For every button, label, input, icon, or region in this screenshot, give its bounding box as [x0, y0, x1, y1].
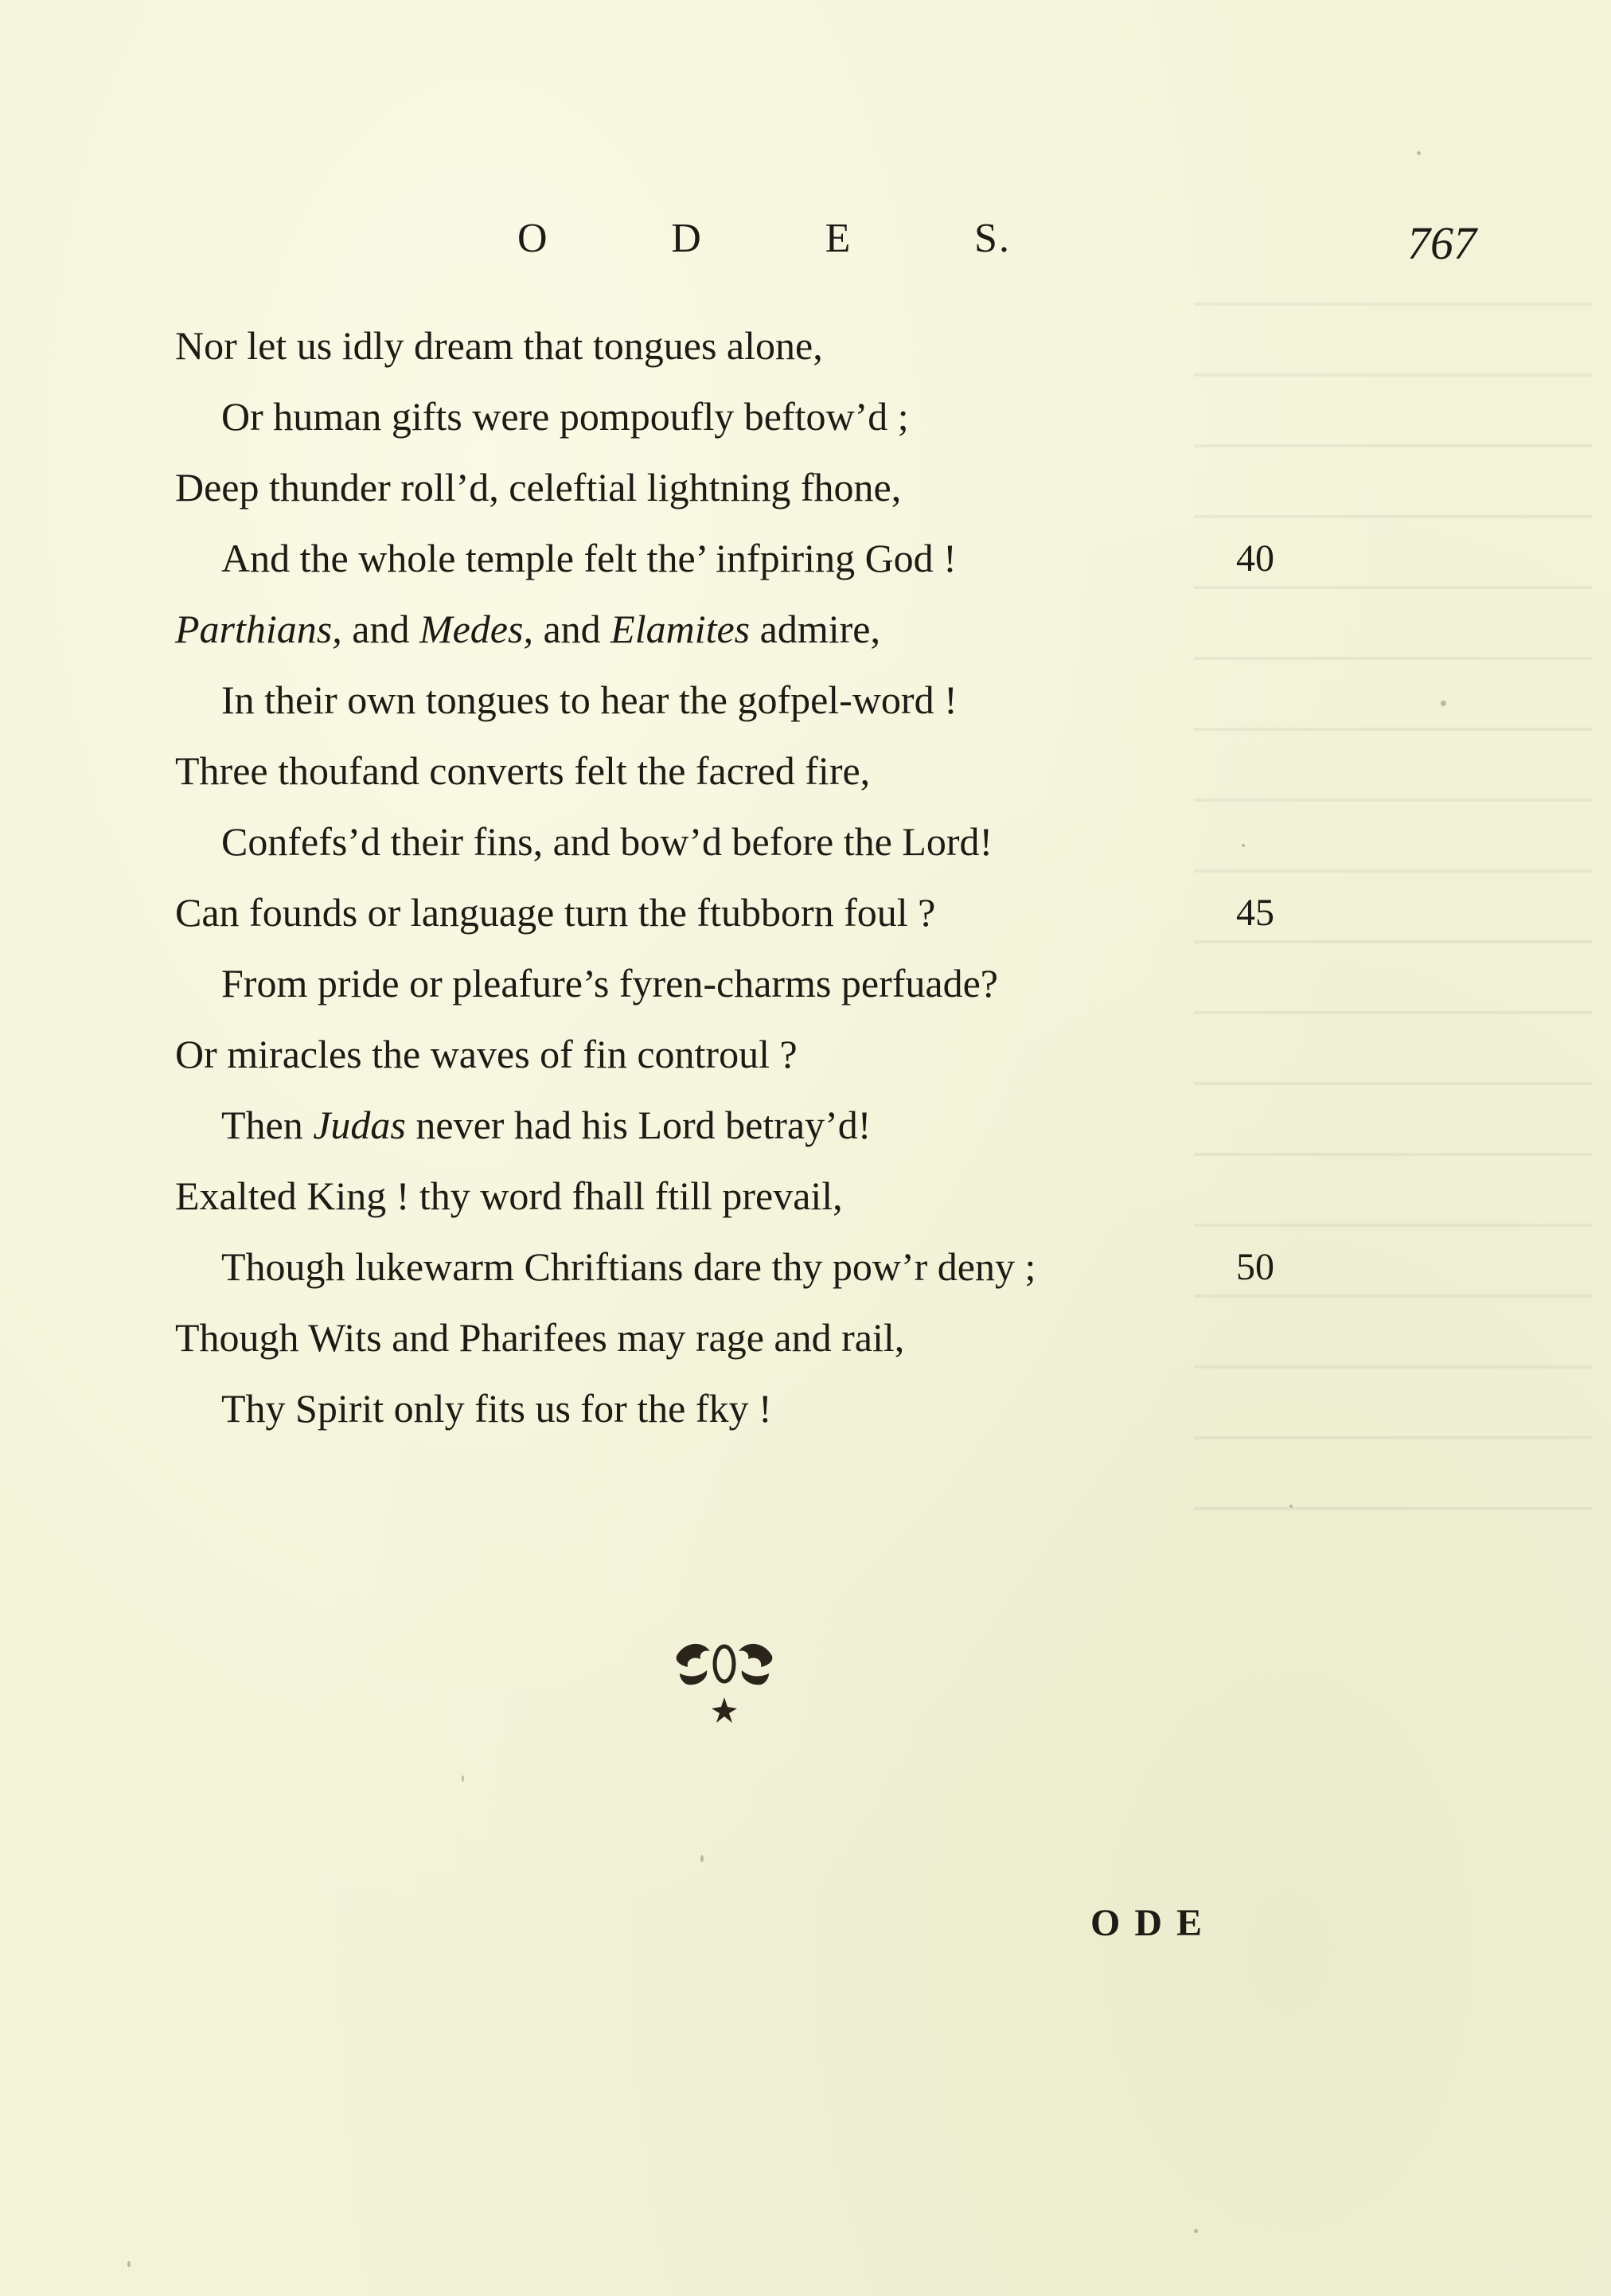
- line-number: 45: [1236, 892, 1274, 934]
- poem-line: [175, 1302, 1369, 1373]
- poem-line-text: And the whole temple felt the’ infpiring God !: [221, 536, 957, 580]
- fleuron-ornament: [661, 1632, 788, 1736]
- poem-line-segment: and: [341, 607, 419, 651]
- running-header: [517, 215, 1011, 262]
- poem-line: [175, 1161, 1369, 1232]
- poem-line: [175, 594, 1369, 665]
- poem-line: [175, 1373, 1369, 1444]
- poem-line: [175, 523, 1369, 594]
- poem-line: [175, 1019, 1369, 1090]
- paper-speck: [1242, 844, 1245, 847]
- line-number: 50: [1236, 1246, 1274, 1288]
- poem-text: [175, 310, 1369, 1444]
- page-number: 767: [1407, 217, 1476, 269]
- poem-line-text: In their own tongues to hear the gofpel-word !: [221, 677, 958, 722]
- header-letter: D: [671, 216, 703, 261]
- poem-line: [175, 310, 1369, 381]
- poem-line-italic-segment: Medes,: [419, 607, 533, 651]
- paper-speck: [1194, 2229, 1198, 2233]
- poem-line-segment: never had his Lord betray’d!: [405, 1103, 872, 1147]
- poem-line-text: Though Wits and Pharifees may rage and rail,: [175, 1315, 905, 1360]
- poem-line-text: Three thoufand converts felt the facred fire,: [175, 748, 871, 793]
- poem-line: [175, 452, 1369, 523]
- header-letter: S.: [974, 216, 1011, 261]
- paper-speck: [1417, 151, 1421, 155]
- poem-line: [175, 877, 1369, 948]
- poem-line-text: From pride or pleafure’s fyren-charms perfuade?: [221, 961, 998, 1005]
- poem-line-italic-segment: Judas: [313, 1103, 406, 1147]
- poem-line: [175, 1090, 1369, 1161]
- poem-line-segment: and: [532, 607, 611, 651]
- paper-speck: [127, 2261, 131, 2267]
- poem-line: [175, 806, 1369, 877]
- poem-line: [175, 1232, 1369, 1302]
- poem-line-text: Can founds or language turn the ftubborn foul ?: [175, 890, 936, 935]
- paper-speck: [462, 1775, 464, 1782]
- paper-speck: [1289, 1505, 1293, 1508]
- poem-line-segment: Then: [221, 1103, 314, 1147]
- poem-line-italic-segment: Parthians,: [175, 607, 342, 651]
- poem-line-text: Exalted King ! thy word fhall ftill prevail,: [175, 1173, 843, 1218]
- poem-line: [175, 948, 1369, 1019]
- poem-line-text: Confefs’d their fins, and bow’d before the Lord!: [221, 819, 993, 864]
- poem-line-segment: admire,: [750, 607, 880, 651]
- catchword: ODE: [1090, 1902, 1217, 1944]
- poem-line-text: Deep thunder roll’d, celeftial lightning fhone,: [175, 465, 902, 510]
- poem-line-text: Or miracles the waves of fin controul ?: [175, 1032, 798, 1076]
- paper-speck: [1441, 701, 1446, 706]
- poem-line-text: Nor let us idly dream that tongues alone,: [175, 323, 823, 368]
- poem-line: [175, 381, 1369, 452]
- poem-line: [175, 665, 1369, 736]
- poem-line-text: Though lukewarm Chriftians dare thy pow’r deny ;: [221, 1244, 1036, 1289]
- line-number: 40: [1236, 537, 1274, 580]
- poem-line-italic-segment: Elamites: [610, 607, 751, 651]
- paper-speck: [700, 1855, 704, 1862]
- header-letter: O: [517, 216, 549, 261]
- poem-line-text: Thy Spirit only fits us for the fky !: [221, 1386, 772, 1431]
- poem-line-text: Or human gifts were pompoufly beftow’d ;: [221, 394, 909, 439]
- poem-line: [175, 736, 1369, 806]
- header-letter: E: [825, 216, 852, 261]
